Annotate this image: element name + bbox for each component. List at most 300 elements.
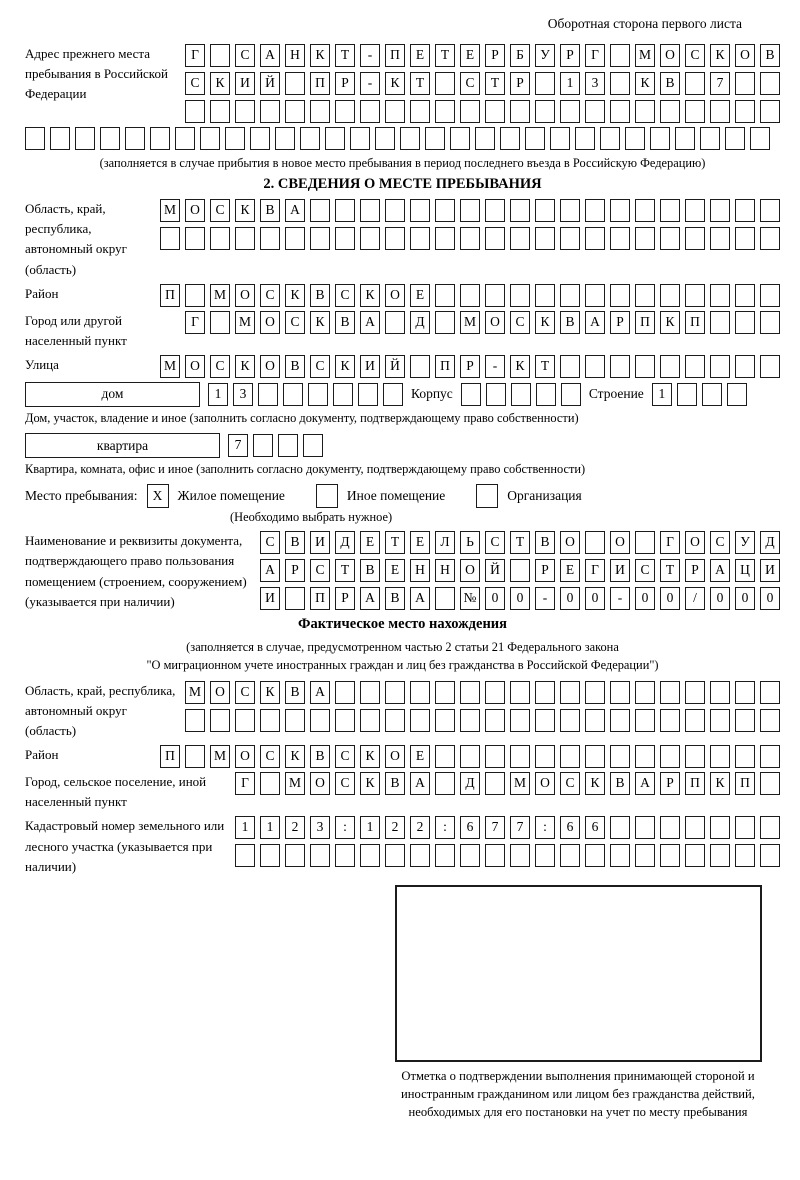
char-box — [25, 127, 45, 150]
char-box — [685, 72, 705, 95]
char-box — [385, 199, 405, 222]
char-box — [510, 559, 530, 582]
char-box — [685, 284, 705, 307]
char-box: В — [385, 587, 405, 610]
char-box — [435, 100, 455, 123]
char-box: Л — [435, 531, 455, 554]
char-box — [735, 311, 755, 334]
char-box: С — [210, 199, 230, 222]
char-row — [160, 227, 780, 250]
char-box — [725, 127, 745, 150]
char-box — [685, 816, 705, 839]
char-box — [435, 745, 455, 768]
char-box: Р — [335, 587, 355, 610]
char-box: И — [360, 355, 380, 378]
char-box — [660, 227, 680, 250]
option-organization-label: Организация — [507, 488, 582, 504]
char-box: И — [610, 559, 630, 582]
char-box: С — [510, 311, 530, 334]
place-type-row — [25, 484, 780, 508]
char-box: М — [160, 199, 180, 222]
char-box — [510, 681, 530, 704]
char-box — [727, 383, 747, 406]
char-box — [435, 227, 455, 250]
char-box: П — [160, 745, 180, 768]
char-box: Н — [285, 44, 305, 67]
char-box — [560, 844, 580, 867]
char-box — [610, 681, 630, 704]
char-box: И — [310, 531, 330, 554]
char-box: Р — [685, 559, 705, 582]
char-box: С — [710, 531, 730, 554]
char-box — [258, 383, 278, 406]
char-box — [710, 311, 730, 334]
char-box: Й — [260, 72, 280, 95]
char-box: Т — [335, 44, 355, 67]
char-box: О — [660, 44, 680, 67]
char-box — [585, 284, 605, 307]
char-box — [685, 199, 705, 222]
char-box — [710, 709, 730, 732]
char-box: 1 — [560, 72, 580, 95]
char-box — [685, 100, 705, 123]
stamp-box — [395, 885, 762, 1062]
char-box: 3 — [233, 383, 253, 406]
char-box — [585, 100, 605, 123]
char-box — [160, 227, 180, 250]
char-box — [585, 199, 605, 222]
char-box: А — [635, 772, 655, 795]
char-box — [485, 199, 505, 222]
char-box: О — [560, 531, 580, 554]
char-box — [685, 745, 705, 768]
char-box — [235, 100, 255, 123]
char-box: - — [360, 72, 380, 95]
char-box — [200, 127, 220, 150]
char-box — [335, 227, 355, 250]
char-box — [735, 199, 755, 222]
char-box: / — [685, 587, 705, 610]
char-box — [635, 681, 655, 704]
prev-address-overflow-row — [25, 127, 780, 150]
house-row — [25, 382, 780, 407]
char-box — [585, 531, 605, 554]
char-box: Й — [385, 355, 405, 378]
stay-city-field — [25, 311, 780, 351]
char-box: Р — [660, 772, 680, 795]
char-box: О — [210, 681, 230, 704]
char-box — [660, 844, 680, 867]
char-box — [760, 311, 780, 334]
char-box — [610, 100, 630, 123]
char-box — [425, 127, 445, 150]
char-box — [625, 127, 645, 150]
char-box: Р — [335, 72, 355, 95]
char-box: 0 — [710, 587, 730, 610]
stroenie-row — [652, 383, 747, 406]
char-box: Г — [235, 772, 255, 795]
char-box — [735, 709, 755, 732]
char-box: 6 — [560, 816, 580, 839]
char-box — [210, 100, 230, 123]
char-box: Р — [535, 559, 555, 582]
char-box — [260, 709, 280, 732]
char-box: М — [210, 284, 230, 307]
char-box: В — [385, 772, 405, 795]
char-box — [460, 199, 480, 222]
char-box — [385, 311, 405, 334]
char-box — [610, 844, 630, 867]
char-box — [735, 284, 755, 307]
char-box — [560, 227, 580, 250]
char-box — [750, 127, 770, 150]
char-box: Д — [410, 311, 430, 334]
char-box — [335, 199, 355, 222]
char-box — [410, 681, 430, 704]
char-box — [585, 844, 605, 867]
char-box: 6 — [460, 816, 480, 839]
char-box: : — [535, 816, 555, 839]
stay-region-field — [25, 199, 780, 280]
char-box — [760, 772, 780, 795]
checkbox-other-premises — [316, 484, 338, 508]
char-box: 6 — [585, 816, 605, 839]
char-box — [410, 709, 430, 732]
char-box — [185, 745, 205, 768]
char-box — [660, 745, 680, 768]
char-box: К — [310, 311, 330, 334]
house-caption: Дом, участок, владение и иное (заполнить согласно документу, подтверждающему право собственности) — [25, 410, 579, 425]
char-box — [561, 383, 581, 406]
char-box: - — [610, 587, 630, 610]
char-box: 0 — [735, 587, 755, 610]
char-row — [235, 816, 780, 839]
document-label: Наименование и реквизиты документа, подтверждающего право пользования помещением (строением, сооружением) (указывается при наличии) — [25, 533, 247, 609]
char-row — [185, 44, 780, 67]
char-row — [260, 559, 780, 582]
char-box — [260, 772, 280, 795]
char-box — [460, 284, 480, 307]
char-box — [735, 844, 755, 867]
char-box: П — [635, 311, 655, 334]
char-box: М — [460, 311, 480, 334]
apartment-row — [25, 433, 780, 458]
char-box — [660, 199, 680, 222]
char-box — [485, 284, 505, 307]
char-box: И — [235, 72, 255, 95]
char-box — [360, 844, 380, 867]
char-box: Т — [485, 72, 505, 95]
char-box — [760, 745, 780, 768]
char-box — [710, 681, 730, 704]
char-box — [536, 383, 556, 406]
char-box — [435, 311, 455, 334]
char-box: М — [185, 681, 205, 704]
char-box — [760, 284, 780, 307]
char-box: С — [460, 72, 480, 95]
char-box: Р — [560, 44, 580, 67]
char-box: 0 — [635, 587, 655, 610]
stay-city-label: Город или другой населенный пункт — [25, 312, 127, 348]
char-box — [350, 127, 370, 150]
char-box — [560, 709, 580, 732]
char-box: О — [310, 772, 330, 795]
char-box: В — [360, 559, 380, 582]
char-box: К — [235, 199, 255, 222]
prev-address-rows — [185, 44, 780, 123]
char-box — [335, 709, 355, 732]
house-type-box: дом — [25, 382, 200, 407]
char-box — [435, 681, 455, 704]
char-box: Р — [460, 355, 480, 378]
char-box — [535, 199, 555, 222]
char-box — [660, 355, 680, 378]
char-row — [260, 587, 780, 610]
char-box: П — [735, 772, 755, 795]
korpus-label: Корпус — [411, 386, 453, 402]
char-box — [210, 44, 230, 67]
char-box: № — [460, 587, 480, 610]
char-box: П — [310, 72, 330, 95]
char-box — [360, 199, 380, 222]
char-box: 0 — [660, 587, 680, 610]
char-box — [260, 100, 280, 123]
char-box — [486, 383, 506, 406]
char-box — [100, 127, 120, 150]
char-box — [710, 227, 730, 250]
char-box: К — [360, 772, 380, 795]
char-box — [225, 127, 245, 150]
char-box: К — [585, 772, 605, 795]
char-row — [185, 311, 780, 334]
char-box — [710, 355, 730, 378]
char-box — [510, 709, 530, 732]
char-box — [50, 127, 70, 150]
char-box: С — [210, 355, 230, 378]
char-box — [660, 816, 680, 839]
char-box: 1 — [208, 383, 228, 406]
option-residential-label: Жилое помещение — [177, 488, 285, 504]
char-box — [535, 284, 555, 307]
char-box: 3 — [310, 816, 330, 839]
char-box — [435, 284, 455, 307]
char-box — [385, 681, 405, 704]
char-box — [760, 227, 780, 250]
char-box — [585, 745, 605, 768]
char-box: М — [510, 772, 530, 795]
char-box: Е — [410, 44, 430, 67]
actual-district-label: Район — [25, 747, 59, 763]
stay-region-label: Область, край, республика, автономный округ (область) — [25, 201, 127, 277]
char-box: К — [360, 284, 380, 307]
char-box: В — [760, 44, 780, 67]
char-box: Б — [510, 44, 530, 67]
char-box — [475, 127, 495, 150]
char-row — [160, 199, 780, 222]
char-box — [185, 709, 205, 732]
char-box — [410, 355, 430, 378]
char-box — [650, 127, 670, 150]
char-box: Н — [435, 559, 455, 582]
char-box — [260, 844, 280, 867]
char-box: - — [485, 355, 505, 378]
char-box — [435, 72, 455, 95]
char-box — [485, 709, 505, 732]
char-box — [210, 227, 230, 250]
char-box — [535, 72, 555, 95]
char-box: Г — [585, 559, 605, 582]
char-box — [610, 199, 630, 222]
char-box — [460, 227, 480, 250]
char-box — [585, 227, 605, 250]
char-box — [360, 709, 380, 732]
char-box — [760, 681, 780, 704]
char-box: О — [185, 355, 205, 378]
char-box — [560, 284, 580, 307]
char-box — [710, 284, 730, 307]
char-box — [510, 844, 530, 867]
char-box — [610, 745, 630, 768]
char-box — [285, 100, 305, 123]
char-box: О — [610, 531, 630, 554]
char-box — [461, 383, 481, 406]
char-box: О — [385, 745, 405, 768]
char-box — [310, 100, 330, 123]
char-box — [702, 383, 722, 406]
char-box: 7 — [228, 434, 248, 457]
house-number-row — [208, 383, 403, 406]
char-box — [185, 284, 205, 307]
char-box — [560, 355, 580, 378]
char-box: А — [285, 199, 305, 222]
char-box — [360, 227, 380, 250]
char-box — [460, 709, 480, 732]
char-box — [310, 844, 330, 867]
prev-address-field — [25, 44, 780, 123]
char-box — [435, 587, 455, 610]
char-box — [550, 127, 570, 150]
char-box: Т — [410, 72, 430, 95]
char-box: О — [485, 311, 505, 334]
char-box — [610, 709, 630, 732]
actual-note-1: (заполняется в случае, предусмотренном частью 2 статьи 21 Федерального закона — [186, 639, 619, 654]
char-box — [485, 772, 505, 795]
char-box: С — [235, 681, 255, 704]
char-box — [460, 745, 480, 768]
char-box: С — [685, 44, 705, 67]
char-box — [335, 681, 355, 704]
checkbox-organization — [476, 484, 498, 508]
char-box: Е — [460, 44, 480, 67]
char-box — [310, 227, 330, 250]
char-box — [485, 844, 505, 867]
char-box — [710, 199, 730, 222]
char-box — [460, 844, 480, 867]
char-box: С — [335, 772, 355, 795]
actual-city-label: Город, сельское поселение, иной населенный пункт — [25, 774, 207, 810]
char-box — [710, 745, 730, 768]
char-box — [360, 100, 380, 123]
char-box: А — [360, 311, 380, 334]
char-box: О — [685, 531, 705, 554]
char-box — [585, 355, 605, 378]
char-box: К — [710, 44, 730, 67]
char-box — [735, 745, 755, 768]
char-box — [685, 681, 705, 704]
char-box — [511, 383, 531, 406]
char-box — [535, 745, 555, 768]
char-box: Т — [435, 44, 455, 67]
char-row — [160, 284, 780, 307]
actual-note-2: "О миграционном учете иностранных граждан и лиц без гражданства в Российской Федерации") — [146, 657, 659, 672]
char-box — [460, 681, 480, 704]
cadastral-label: Кадастровый номер земельного или лесного участка (указывается при наличии) — [25, 818, 225, 874]
char-box — [510, 199, 530, 222]
char-box — [535, 681, 555, 704]
char-box: 1 — [360, 816, 380, 839]
char-box: Е — [410, 284, 430, 307]
char-box: А — [410, 587, 430, 610]
stamp-caption: Отметка о подтверждении выполнения принимающей стороной и иностранным гражданином или лицом без гражданства действий, необходимых для его постановки на учет по месту пребывания — [401, 1068, 755, 1120]
char-box — [385, 100, 405, 123]
char-row — [160, 745, 780, 768]
char-box: С — [335, 745, 355, 768]
char-box — [210, 709, 230, 732]
prev-address-caption: (заполняется в случае прибытия в новое место пребывания в период последнего въезда в Российскую Федерацию) — [99, 156, 706, 170]
char-box: Ц — [735, 559, 755, 582]
char-box: Й — [485, 559, 505, 582]
char-box — [310, 199, 330, 222]
char-box — [560, 745, 580, 768]
char-box — [610, 816, 630, 839]
char-box: 2 — [285, 816, 305, 839]
char-box: В — [260, 199, 280, 222]
char-box — [210, 311, 230, 334]
char-box — [235, 844, 255, 867]
char-box: В — [285, 531, 305, 554]
char-box — [735, 227, 755, 250]
char-box: С — [285, 311, 305, 334]
char-box: В — [535, 531, 555, 554]
char-box: К — [360, 745, 380, 768]
stay-street-label: Улица — [25, 356, 59, 372]
document-field — [25, 531, 780, 612]
char-box: О — [735, 44, 755, 67]
char-box: К — [660, 311, 680, 334]
char-box — [485, 227, 505, 250]
char-box: И — [760, 559, 780, 582]
char-box — [735, 100, 755, 123]
char-box: К — [260, 681, 280, 704]
char-box — [635, 284, 655, 307]
char-box — [283, 383, 303, 406]
char-box: С — [260, 745, 280, 768]
char-box: К — [210, 72, 230, 95]
char-box — [610, 72, 630, 95]
char-box: М — [285, 772, 305, 795]
char-row — [25, 127, 780, 150]
char-box: Р — [285, 559, 305, 582]
char-box — [760, 844, 780, 867]
char-box — [285, 709, 305, 732]
korpus-row — [461, 383, 581, 406]
char-box: 0 — [560, 587, 580, 610]
char-box — [325, 127, 345, 150]
char-box — [685, 709, 705, 732]
char-box — [535, 227, 555, 250]
char-box — [635, 745, 655, 768]
char-box: А — [260, 559, 280, 582]
